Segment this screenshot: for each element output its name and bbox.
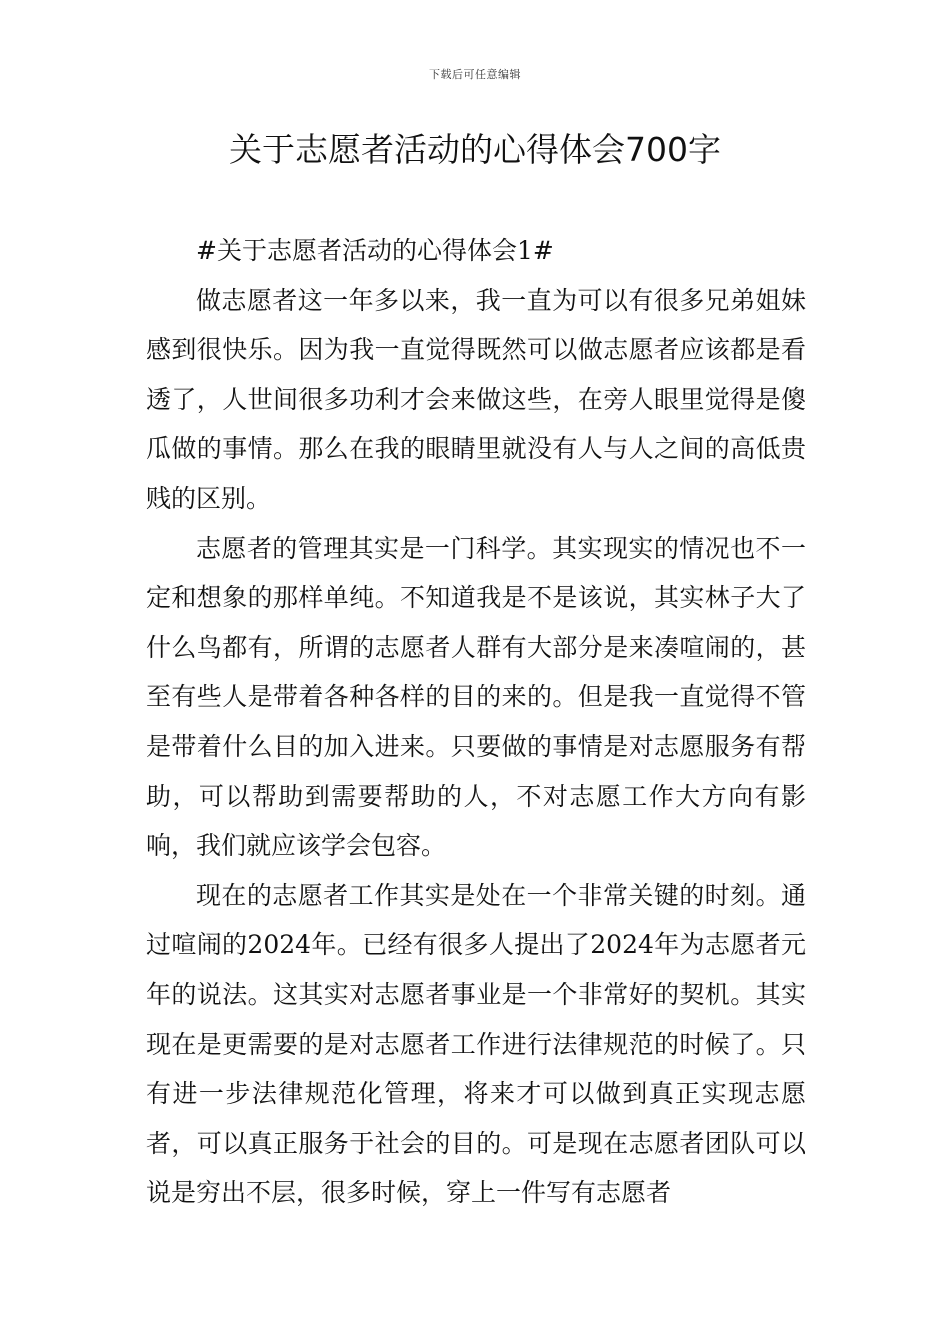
header-note: 下载后可任意编辑 bbox=[429, 68, 521, 81]
paragraph-2: 志愿者的管理其实是一门科学。其实现实的情况也不一定和想象的那样单纯。不知道我是不是该说，其实林子大了什么鸟都有，所谓的志愿者人群有大部分是来凑喧闹的，甚至有些人是带着各种各样的目的来的。但是我一直觉得不管是带着什么目的加入进来。只要做的事情是对志愿服务有帮助，可以帮助到需要帮助的人，不对志愿工作大方向有影响，我们就应该学会包容。 bbox=[146, 533, 806, 861]
paragraph-1: 做志愿者这一年多以来，我一直为可以有很多兄弟姐妹感到很快乐。因为我一直觉得既然可以做志愿者应该都是看透了，人世间很多功利才会来做这些，在旁人眼里觉得是傻瓜做的事情。那么在我的眼睛里就没有人与人之间的高低贵贱的区别。 bbox=[146, 285, 806, 513]
document-body bbox=[146, 226, 806, 1218]
paragraph-3: 现在的志愿者工作其实是处在一个非常关键的时刻。通过喧闹的2024年。已经有很多人提出了2024年为志愿者元年的说法。这其实对志愿者事业是一个非常好的契机。其实现在是更需要的是对志愿者工作进行法律规范的时候了。只有进一步法律规范化管理，将来才可以做到真正实现志愿者，可以真正服务于社会的目的。可是现在志愿者团队可以说是穷出不层，很多时候，穿上一件写有志愿者 bbox=[146, 880, 806, 1208]
section-heading: #关于志愿者活动的心得体会1# bbox=[196, 236, 554, 265]
page-title: 关于志愿者活动的心得体会700字 bbox=[229, 130, 721, 169]
